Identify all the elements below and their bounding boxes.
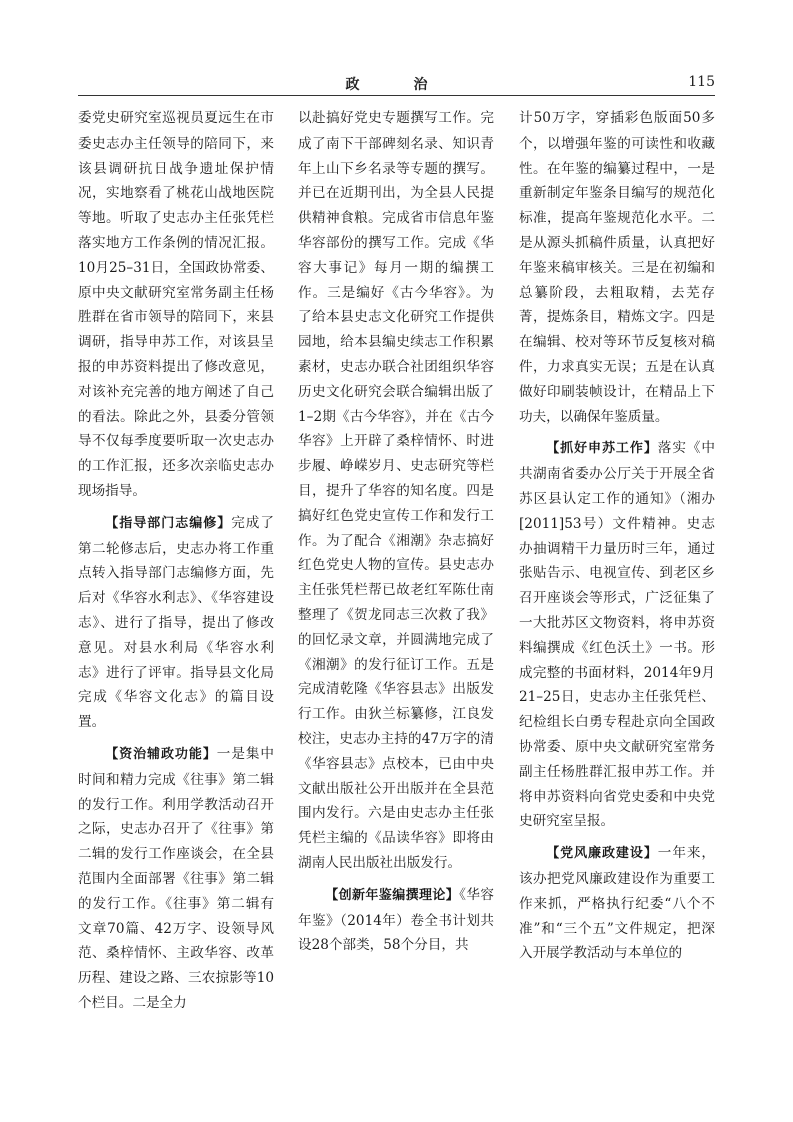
- paragraph-text: 落实《中共湖南省委办公厅关于开展全省苏区县认定工作的通知》（湘办[2011]53号）文件精神。史志办抽调精干力量历时三年，通过张贴告示、电视宣传、到老区乡召开座谈会等形式，广泛征集了一大批苏区文物资料，将申苏资料编撰成《红色沃土》一书。形成完整的书面材料，2014年9月21–25日，史志办主任张凭栏、纪检组长白勇专程赴京向全国政协常委、原中央文献研究室常务副主任杨胜群汇报申苏工作。并将申苏资料向省党史委和中央党史研究室呈报。: [519, 440, 715, 830]
- section-heading: 【抓好申苏工作】: [546, 441, 658, 457]
- paragraph-text: 以赴搞好党史专题撰写工作。完成了南下干部碑刻名录、知识青年上山下乡名录等专题的撰写。并已在近期刊出，为全县人民提供精神食粮。完成省市信息年鉴华容部份的撰写工作。完成《华容大事记》每月一期的编撰工作。三是编好《古今华容》。为了给本县史志文化研究工作提供园地，给本县编史续志工作积累素材，史志办联合社团组织华容历史文化研究会联合编辑出版了1–2期《古今华容》，并在《古今华容》上开辟了桑梓情怀、时进步履、峥嵘岁月、史志研究等栏目，提升了华容的知名度。四是搞好红色党史宣传工作和发行工作。为了配合《湘潮》杂志搞好红色党史人物的宣传。县史志办主任张凭栏帮已故老红军陈仕南整理了《贺龙同志三次救了我》的回忆录文章，并圆满地完成了《湘潮》的发行征订工作。五是完成清乾隆《华容县志》出版发行工作。由狄兰标纂修，江良发校注，史志办主持的47万字的清《华容县志》点校本，已由中央文献出版社公开出版并在全县范围内发行。六是由史志办主任张凭栏主编的《品读华容》即将由湖南人民出版社出版发行。: [298, 110, 494, 871]
- text-column-2: [298, 106, 494, 1096]
- running-header: [78, 74, 715, 94]
- paragraph-text: 一是集中时间和精力完成《往事》第二辑的发行工作。利用学教活动召开之际，史志办召开了《往事》第二辑的发行工作座谈会，在全县范围内全面部署《往事》第二辑的发行工作。《往事》第二辑有文章70篇、42万字、设领导风范、桑梓情怀、主政华容、改革历程、建设之路、三农掠影等10个栏目。二是全力: [78, 745, 274, 1011]
- paragraph-text: 一年来，该办把党风廉政建设作为重要工作来抓，严格执行纪委“八个不准”和“三个五”文件规定，把深入开展学教活动与本单位的: [519, 845, 715, 962]
- section-heading: 【资治辅政功能】: [105, 746, 217, 762]
- paragraph: [519, 106, 715, 429]
- paragraph-text: 《华容年鉴》（2014年）卷全书计划共设28个部类，58个分目，共: [298, 886, 494, 954]
- section-heading: 【创新年鉴编撰理论】: [325, 887, 460, 903]
- paragraph: [519, 841, 715, 966]
- paragraph: [519, 436, 715, 834]
- paragraph: [78, 511, 274, 735]
- paragraph: [298, 106, 494, 876]
- paragraph: [78, 106, 274, 504]
- paragraph-text: 计50万字，穿插彩色版面50多个，以增强年鉴的可读性和收藏性。在年鉴的编纂过程中，一是重新制定年鉴条目编写的规范化标准，提高年鉴规范化水平。二是从源头抓稿件质量，认真把好年鉴来稿审核关。三是在初编和总纂阶段，去粗取精，去芜存菁，提炼条目，精炼文字。四是在编辑、校对等环节反复核对稿件，力求真实无误；五是在认真做好印刷装帧设计，在精品上下功夫，以确保年鉴质量。: [519, 110, 715, 425]
- section-title: 政 治: [345, 77, 448, 93]
- paragraph: [78, 742, 274, 1016]
- text-column-3: [519, 106, 715, 1096]
- paragraph-text: 委党史研究室巡视员夏远生在市委史志办主任领导的陪同下，来该县调研抗日战争遗址保护情况，实地察看了桃花山战地医院等地。听取了史志办主任张凭栏落实地方工作条例的情况汇报。10月25–31日，全国政协常委、原中央文献研究室常务副主任杨胜群在省市领导的陪同下，来县调研，指导申苏工作，对该县呈报的申苏资料提出了修改意见，对该补充完善的地方阐述了自己的看法。除此之外，县委分管领导不仅每季度要听取一次史志办的工作汇报，还多次亲临史志办现场指导。: [78, 110, 274, 499]
- text-column-1: [78, 106, 274, 1096]
- paragraph: [298, 883, 494, 958]
- section-heading: 【指导部门志编修】: [105, 515, 232, 531]
- section-heading: 【党风廉政建设】: [546, 846, 658, 862]
- header-rule: [78, 95, 715, 96]
- page-number: 115: [688, 74, 715, 90]
- paragraph-text: 完成了第二轮修志后，史志办将工作重点转入指导部门志编修方面，先后对《华容水利志》、《华容建设志》、进行了指导，提出了修改意见。对县水利局《华容水利志》进行了评审。指导县文化局完成《华容文化志》的篇目设置。: [78, 514, 274, 731]
